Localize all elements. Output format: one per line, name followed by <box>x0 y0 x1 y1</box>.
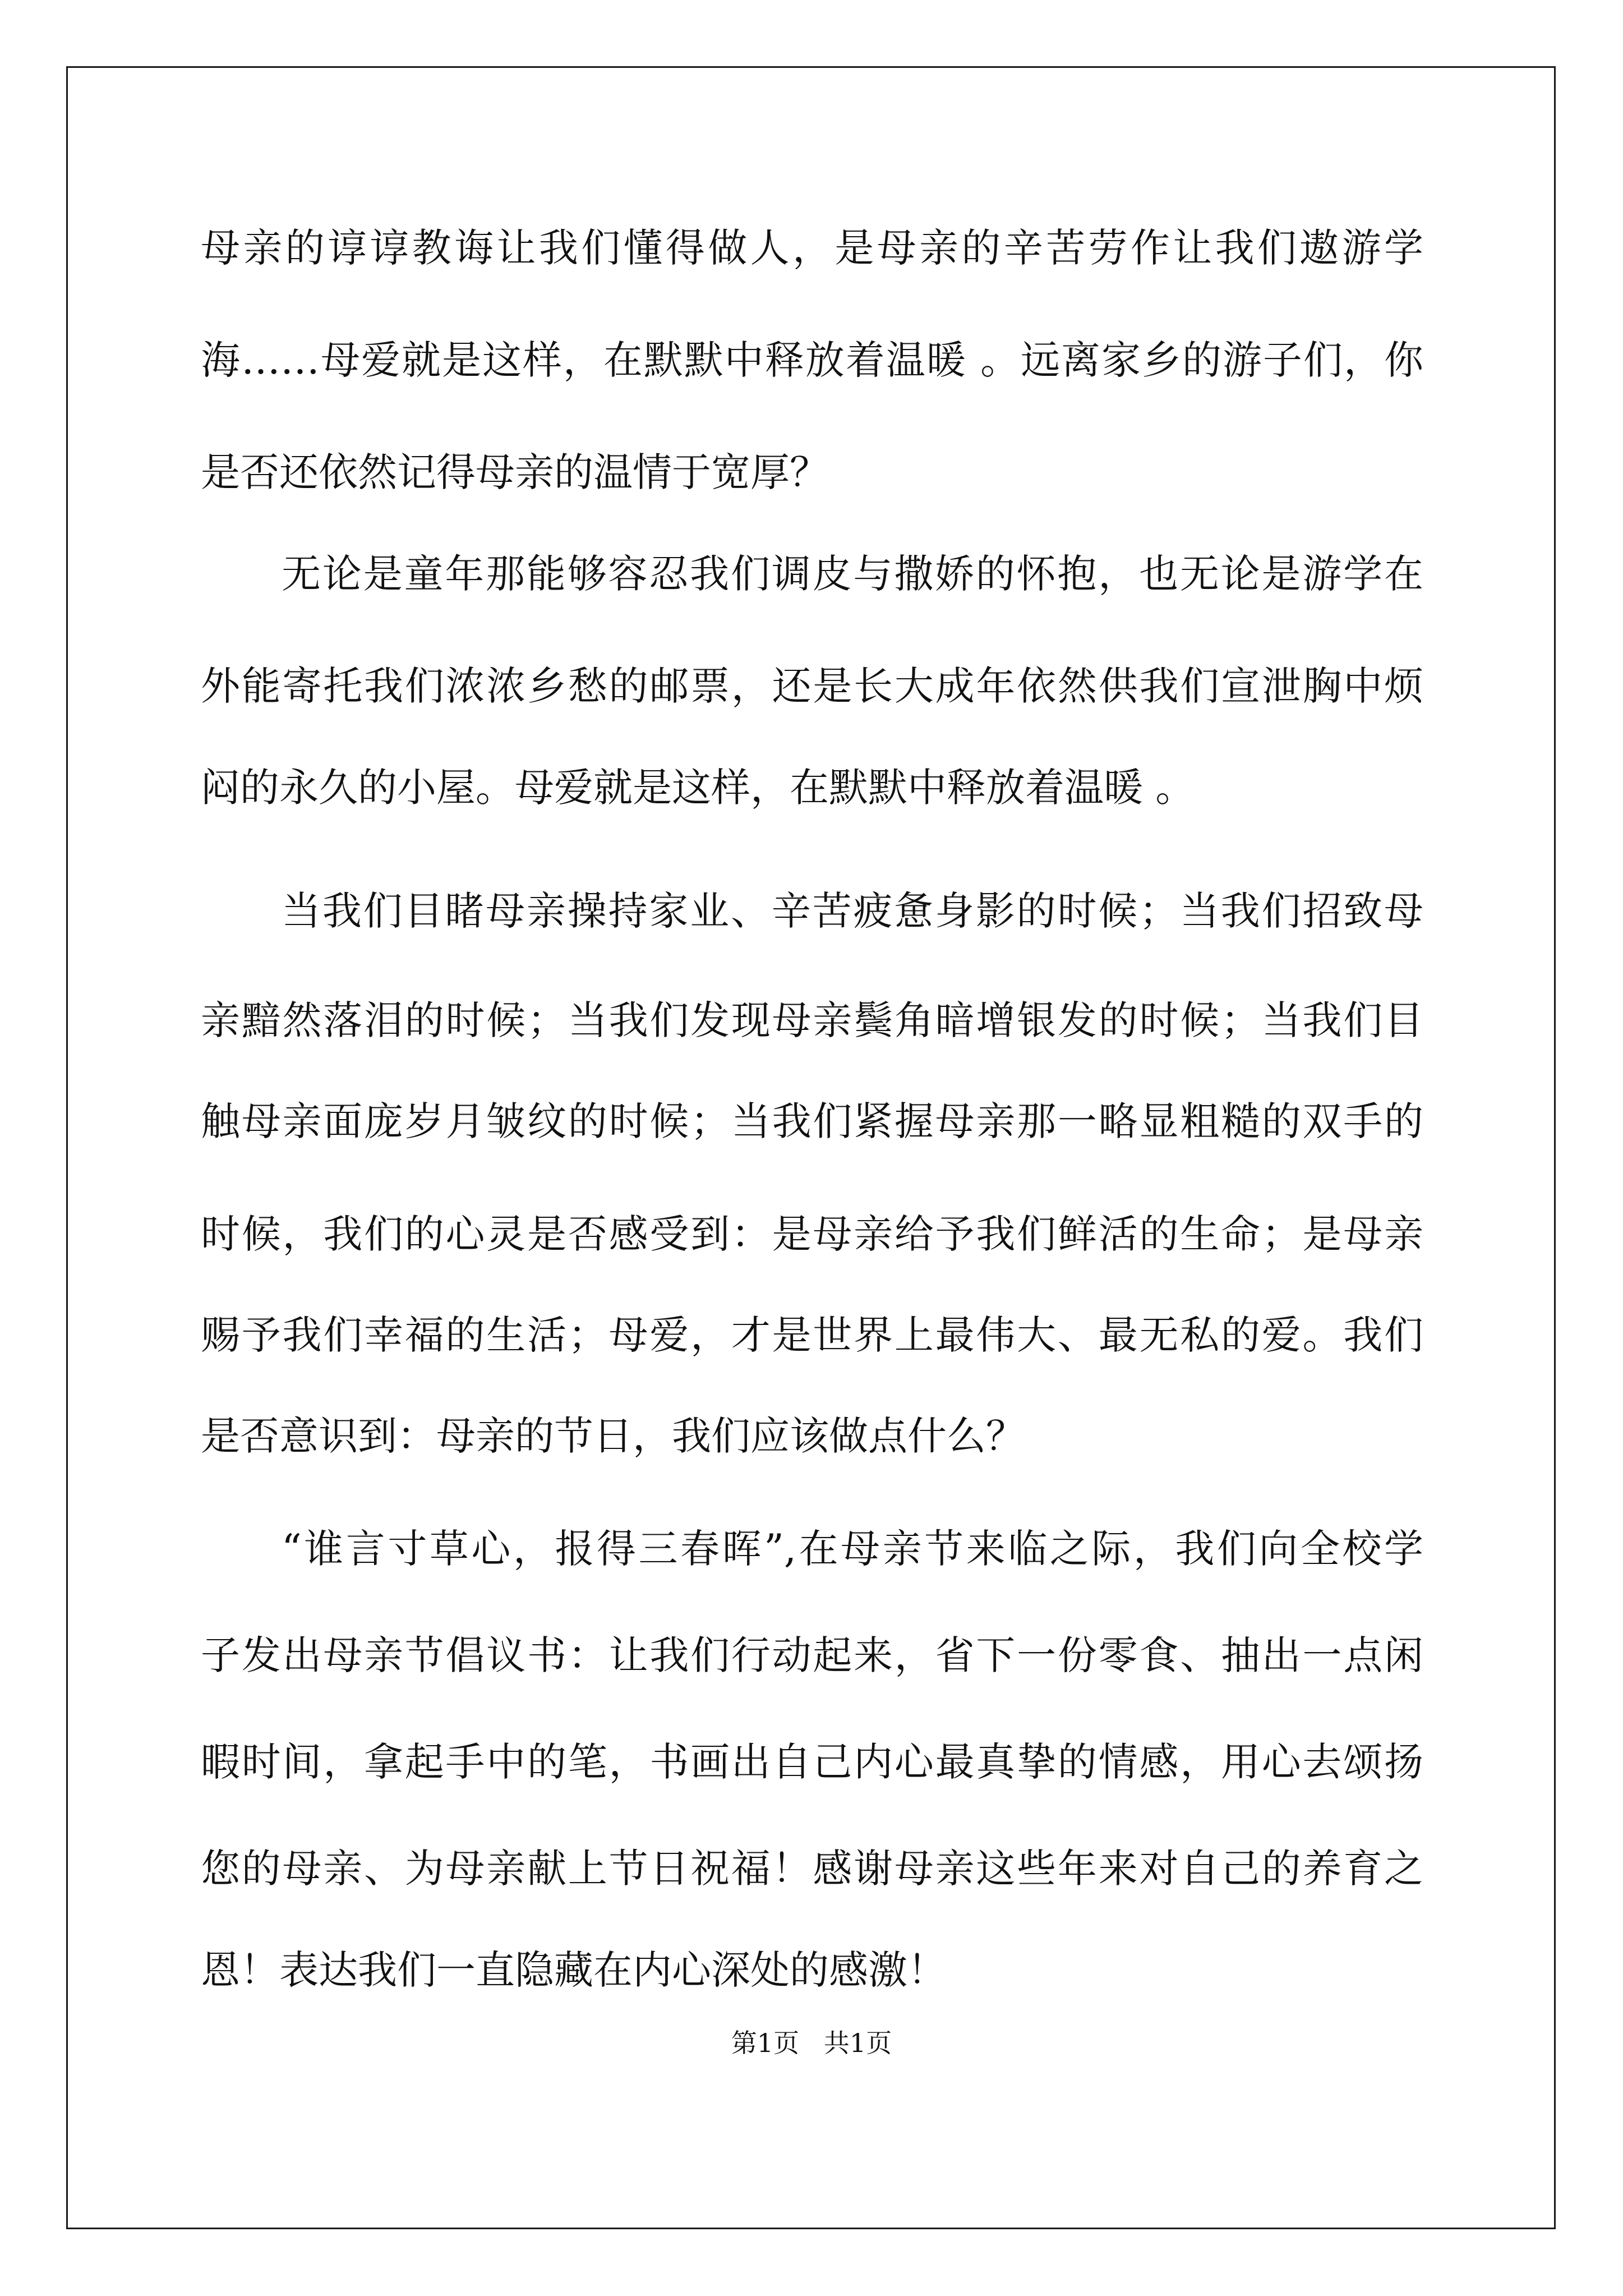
text-line: 当我们目睹母亲操持家业、辛苦疲惫身影的时候；当我们招致母 <box>282 888 1423 934</box>
page-number-footer: 第1页 共1页 <box>731 2028 892 2058</box>
text-line: 子发出母亲节倡议书：让我们行动起来，省下一份零食、抽出一点闲 <box>201 1632 1423 1678</box>
text-line: 闷的永久的小屋。母爱就是这样，在默默中释放着温暖 。 <box>201 765 1195 811</box>
text-line: 海……母爱就是这样，在默默中释放着温暖 。远离家乡的游子们，你 <box>201 337 1423 383</box>
text-line: 亲黯然落泪的时候；当我们发现母亲鬓角暗增银发的时候；当我们目 <box>201 997 1423 1043</box>
text-line: 赐予我们幸福的生活；母爱，才是世界上最伟大、最无私的爱。我们 <box>201 1312 1423 1358</box>
text-line: 时候，我们的心灵是否感受到：是母亲给予我们鲜活的生命；是母亲 <box>201 1211 1423 1257</box>
text-line: 母亲的谆谆教诲让我们懂得做人，是母亲的辛苦劳作让我们遨游学 <box>201 225 1423 271</box>
text-line: 触母亲面庞岁月皱纹的时候；当我们紧握母亲那一略显粗糙的双手的 <box>201 1098 1423 1144</box>
text-line: 恩！表达我们一直隐藏在内心深处的感激！ <box>201 1947 947 1993</box>
text-line: 暇时间，拿起手中的笔，书画出自己内心最真挚的情感，用心去颂扬 <box>201 1739 1423 1785</box>
text-line: 您的母亲、为母亲献上节日祝福！感谢母亲这些年来对自己的养育之 <box>201 1846 1423 1892</box>
text-line: 外能寄托我们浓浓乡愁的邮票，还是长大成年依然供我们宣泄胸中烦 <box>201 663 1423 709</box>
text-line: 是否还依然记得母亲的温情于宽厚？ <box>201 449 829 495</box>
text-line: 是否意识到：母亲的节日，我们应该做点什么？ <box>201 1413 1025 1459</box>
text-line: “谁言寸草心，报得三春晖”,在母亲节来临之际，我们向全校学 <box>282 1526 1423 1572</box>
text-line: 无论是童年那能够容忍我们调皮与撒娇的怀抱，也无论是游学在 <box>282 551 1423 597</box>
